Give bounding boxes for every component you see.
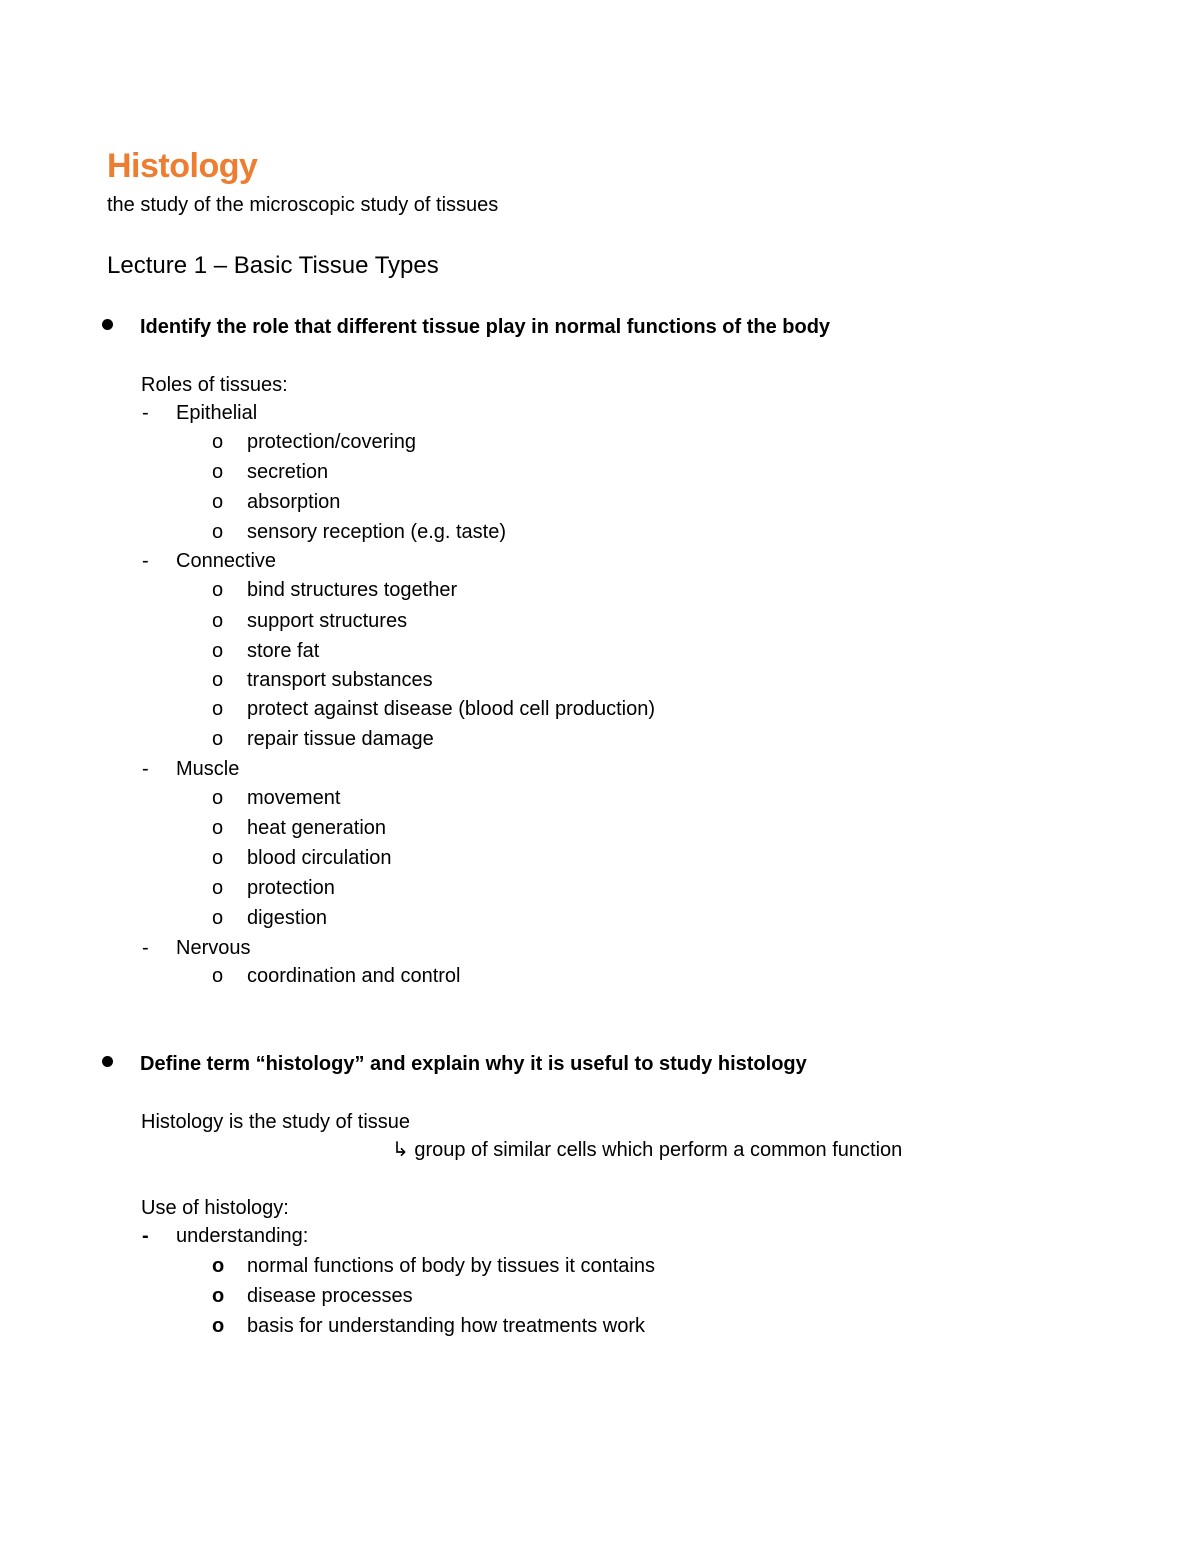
tissue-definition: ↳ group of similar cells which perform a common function — [392, 1139, 903, 1161]
dash-marker: - — [142, 402, 149, 424]
circle-marker: o — [212, 847, 224, 869]
circle-marker: o — [212, 610, 224, 632]
circle-marker: o — [212, 1285, 225, 1307]
circle-marker: o — [212, 787, 224, 809]
circle-marker: o — [212, 669, 224, 691]
learning-objective-2 — [102, 1051, 807, 1077]
circle-marker: o — [212, 728, 224, 750]
circle-marker: o — [212, 907, 224, 929]
circle-marker: o — [212, 698, 224, 720]
learning-objective-2-text: Define term “histology” and explain why it is useful to study histology — [140, 1053, 807, 1075]
tissue-role-item: digestion — [247, 907, 328, 929]
dash-marker: - — [142, 758, 149, 780]
tissue-role-item: blood circulation — [247, 847, 392, 869]
dash-marker: - — [142, 1225, 149, 1247]
tissue-role-item: protection — [247, 877, 335, 899]
learning-objective-1-text: Identify the role that different tissue play in normal functions of the body — [140, 316, 831, 338]
tissue-role-item: absorption — [247, 491, 341, 513]
tissue-role-item: coordination and control — [247, 965, 461, 987]
tissue-role-item: movement — [247, 787, 341, 809]
use-item: basis for understanding how treatments work — [247, 1315, 645, 1337]
use-heading: Use of histology: — [141, 1197, 289, 1219]
learning-objective-1 — [102, 314, 830, 340]
tissue-role-item: store fat — [247, 640, 320, 662]
page-title: Histology — [107, 147, 258, 185]
use-category: understanding: — [176, 1225, 309, 1247]
use-item: disease processes — [247, 1285, 413, 1307]
circle-marker: o — [212, 1255, 225, 1277]
circle-marker: o — [212, 579, 224, 601]
dash-marker: - — [142, 937, 149, 959]
tissue-role-item: protect against disease (blood cell production) — [247, 698, 656, 720]
histology-definition: Histology is the study of tissue — [141, 1111, 411, 1133]
tissue-role-item: protection/covering — [247, 431, 416, 453]
tissue-name-muscle: Muscle — [176, 758, 240, 780]
bullet-dot-icon — [102, 1056, 113, 1067]
tissue-role-item: heat generation — [247, 817, 387, 839]
circle-marker: o — [212, 1315, 225, 1337]
circle-marker: o — [212, 491, 224, 513]
tissue-name-nervous: Nervous — [176, 937, 251, 959]
tissue-role-item: secretion — [247, 461, 329, 483]
roles-heading: Roles of tissues: — [141, 374, 288, 396]
page-subtitle: the study of the microscopic study of tissues — [107, 194, 499, 216]
tissue-name-epithelial: Epithelial — [176, 402, 258, 424]
tissue-role-item: bind structures together — [247, 579, 458, 601]
circle-marker: o — [212, 640, 224, 662]
circle-marker: o — [212, 431, 224, 453]
tissue-name-connective: Connective — [176, 550, 277, 572]
circle-marker: o — [212, 877, 224, 899]
dash-marker: - — [142, 550, 149, 572]
circle-marker: o — [212, 461, 224, 483]
tissue-role-item: transport substances — [247, 669, 433, 691]
tissue-role-item: sensory reception (e.g. taste) — [247, 521, 507, 543]
tissue-role-item: support structures — [247, 610, 408, 632]
circle-marker: o — [212, 965, 224, 987]
tissue-role-item: repair tissue damage — [247, 728, 434, 750]
circle-marker: o — [212, 817, 224, 839]
lecture-heading: Lecture 1 – Basic Tissue Types — [107, 252, 439, 279]
use-item: normal functions of body by tissues it contains — [247, 1255, 655, 1277]
bullet-dot-icon — [102, 319, 113, 330]
circle-marker: o — [212, 521, 224, 543]
